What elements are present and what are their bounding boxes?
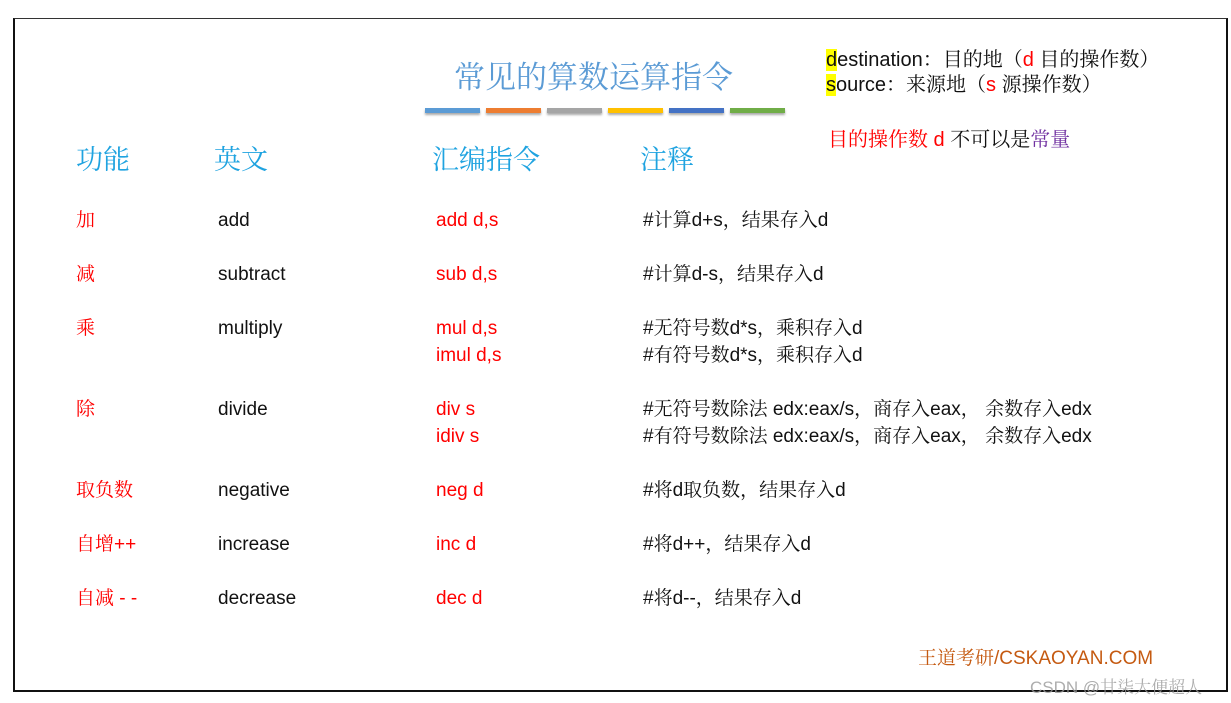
color-bar-segment (486, 108, 541, 113)
english-cell: increase (218, 534, 290, 555)
comment-cell: #无符号数除法 edx:eax/s，商存入eax， 余数存入edx (643, 399, 1092, 420)
source-note (826, 74, 1102, 97)
comment-cell: #计算d+s，结果存入d (643, 210, 829, 231)
assembly-cell: neg d (436, 480, 484, 501)
assembly-cell: mul d,s (436, 318, 498, 339)
slide-frame (13, 18, 1228, 692)
color-bar-segment (669, 108, 724, 113)
color-bar-segment (608, 108, 663, 113)
rule-red: 目的操作数 d (828, 129, 951, 151)
assembly-cell: div s (436, 399, 476, 420)
src-tail: 源操作数） (996, 74, 1102, 96)
header-function: 功能 (76, 145, 130, 175)
highlight-d: d (826, 49, 838, 71)
assembly-cell: add d,s (436, 210, 499, 231)
slide-title: 常见的算数运算指令 (454, 60, 733, 95)
function-cell: 自减 - - (76, 588, 138, 609)
english-cell: negative (218, 480, 290, 501)
comment-cell: #将d++，结果存入d (643, 534, 811, 555)
header-assembly: 汇编指令 (432, 145, 540, 175)
watermark: CSDN @甘柒大便超人 (1030, 678, 1203, 697)
color-bar-segment (547, 108, 602, 113)
color-bar-segment (425, 108, 480, 113)
comment-cell: #计算d-s，结果存入d (643, 264, 824, 285)
function-cell: 减 (76, 264, 96, 285)
comment-cell: #将d--，结果存入d (643, 588, 802, 609)
constant-rule (828, 129, 1070, 152)
english-cell: add (218, 210, 250, 231)
dest-d: d (1022, 49, 1034, 71)
src-s: s (986, 74, 997, 96)
comment-cell: #有符号数除法 edx:eax/s，商存入eax， 余数存入edx (643, 426, 1092, 447)
color-bar-segment (730, 108, 785, 113)
assembly-cell: idiv s (436, 426, 480, 447)
assembly-cell: dec d (436, 588, 483, 609)
function-cell: 乘 (76, 318, 96, 339)
function-cell: 除 (76, 399, 96, 420)
highlight-s: s (826, 74, 836, 96)
color-bar-divider (425, 108, 785, 113)
english-cell: subtract (218, 264, 286, 285)
comment-cell: #无符号数d*s，乘积存入d (643, 318, 863, 339)
header-comment: 注释 (640, 145, 694, 175)
assembly-cell: inc d (436, 534, 477, 555)
rule-black: 不可以是 (950, 129, 1031, 151)
function-cell: 取负数 (76, 480, 134, 501)
src-text: ource：来源地（ (836, 74, 987, 96)
header-english: 英文 (214, 145, 268, 175)
comment-cell: #有符号数d*s，乘积存入d (643, 345, 863, 366)
english-cell: divide (218, 399, 268, 420)
english-cell: decrease (218, 588, 297, 609)
dest-tail: 目的操作数） (1033, 49, 1160, 71)
assembly-cell: sub d,s (436, 264, 498, 285)
function-cell: 加 (76, 210, 96, 231)
brand-footer: 王道考研/CSKAOYAN.COM (918, 648, 1154, 669)
rule-purple: 常量 (1030, 129, 1071, 151)
destination-note (826, 49, 1159, 72)
english-cell: multiply (218, 318, 283, 339)
function-cell: 自增++ (76, 534, 137, 555)
assembly-cell: imul d,s (436, 345, 502, 366)
dest-text: estination：目的地（ (837, 49, 1023, 71)
comment-cell: #将d取负数，结果存入d (643, 480, 846, 501)
